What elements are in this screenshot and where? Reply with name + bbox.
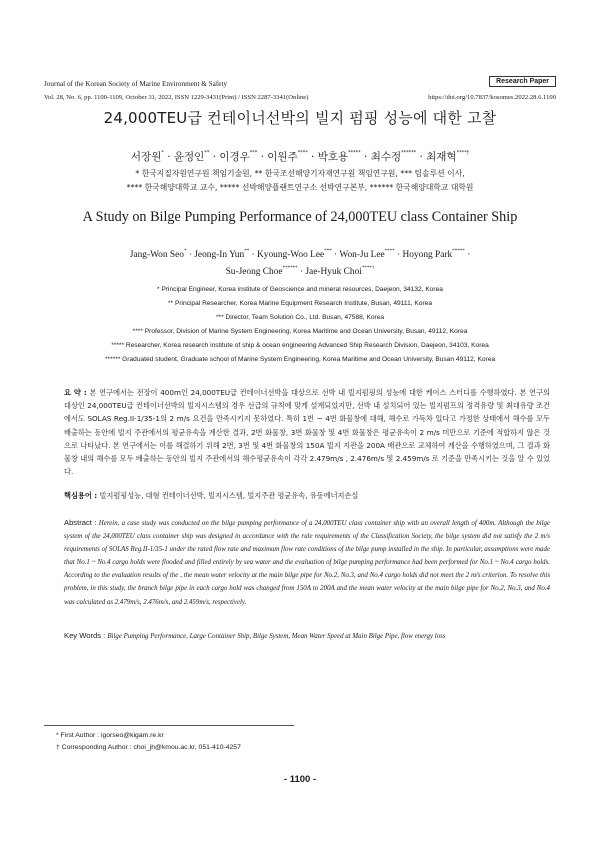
journal-name: Journal of the Korean Society of Marine Environment & Safety [44, 80, 228, 88]
first-author-footnote: * First Author : igorseo@kigam.re.kr [56, 732, 164, 739]
english-keywords-label: Key Words : [64, 631, 106, 640]
english-abstract-label: Abstract : [64, 518, 97, 527]
korean-authors: 서장원* · 윤정인** · 이경우*** · 이원주**** · 박호용***** · 최수정****** · 최재혁****† [130, 150, 470, 163]
english-affiliation: ***** Researcher, Korea research institute of ship & ocean engineering Advanced Ship Research Division, Daejeon, 34103, Korea [111, 342, 489, 349]
korean-keywords-text: 빌지펌핑성능, 대형 컨테이너선박, 빌지시스템, 빌지주관 평균유속, 유동에너지손실 [99, 491, 359, 500]
english-affiliation: **** Professor, Division of Marine System Engineering, Korea Maritime and Ocean University, Busan, 49112, Korea [132, 328, 468, 335]
author: Kyoung-Woo Lee*** [257, 249, 332, 260]
korean-abstract-label: 요 약 : [64, 388, 87, 397]
author: 이원주**** [267, 150, 308, 163]
korean-affiliation: * 한국지질자원연구원 책임기술원, ** 한국조선해양기자재연구원 책임연구원, *** 팀솔루션 이사, [135, 169, 465, 178]
korean-abstract [64, 386, 550, 478]
volume-info: Vol. 28, No. 6, pp. 1100-1109, October 31, 2022, ISSN 1229-3431(Print) / ISSN 2287-3341(Online) [44, 94, 309, 101]
doi-link[interactable]: https://doi.org/10.7837/kosomes.2022.28.6.1100 [428, 94, 556, 101]
korean-abstract-text: 본 연구에서는 전장이 400m인 24,000TEU급 컨테이너선박을 대상으로 선박 내 빌지펌핑의 성능에 대한 케이스 스터디를 수행하였다. 본 연구의 대상인 24,000TEU급 컨테이너선박의 빌지시스템의 경우 선급의 규칙에 맞게 설계되었지만, 선박 내 설치되어 있는 빌지펌프의 정격유량 및 최대유량 조건에서도 SOLAS Reg.II-1/35-1의 2 m/s 요건을 만족시키지 못하였다. 특히 1번 ~ 4번 화물창에 대해, 해수로 가득차 있다고 가정한 상태에서 해수를 모두 배출하는 동안에 빌지 주관에서의 평균유속을 계산한 결과, 2번 화물창, 3번 화물창 및 4번 화물창은 평균유속이 2 m/s 미만으로 기준에 적합하지 않은 것으로 나타났다. 본 연구에서는 이를 해결하기 위해 2번, 3번 및 4번 화물창의 150A 빌지 지관을 200A 배관으로 교체하여 계산을 수행하였으며, 그 결과 화물창 내의 해수를 모두 배출하는 동안의 빌지 주관에서의 해수평균유속이 각각 2.479m/s , 2.476m/s 및 2.459m/s 로 기준을 만족시키는 것을 알 수 있었다. [64, 388, 551, 477]
author: Su-Jeong Choe****** [225, 266, 298, 277]
corresponding-author-footnote: † Corresponding Author : choi_jh@kmou.ac.kr, 051-410-4257 [56, 744, 241, 751]
footnote-divider [44, 725, 294, 726]
english-affiliation: ** Principal Researcher, Korea Marine Equipment Research Institute, Busan, 49111, Korea [167, 300, 433, 307]
page-number: - 1100 - [283, 774, 317, 785]
author: Jeong-In Yun** [194, 249, 250, 260]
korean-title: 24,000TEU급 컨테이너선박의 빌지 펌핑 성능에 대한 고찰 [103, 109, 497, 127]
english-affiliation: ****** Graduated student, Graduate school of Marine System Engineering, Korea Maritime and Ocean University, Busan 49112, Korea [104, 356, 496, 363]
author: 서장원* [130, 150, 164, 163]
volume-line [44, 94, 556, 101]
english-authors-line2: Su-Jeong Choe****** · Jae-Hyuk Choi****† [225, 266, 375, 277]
paper-type-badge: Research Paper [489, 76, 556, 87]
author: 최수정****** [370, 150, 417, 163]
author: Jae-Hyuk Choi****† [305, 266, 375, 277]
english-abstract-text: Herein, a case study was conducted on the bilge pumping performance of a 24,000TEU class container ship with an overall length of 400m. Although the bilge system of the 24,000TEU class container ship was designed in accordance with the rule requirements of the Classification Society, the bilge system did not satisfy the 2 m/s requirements of SOLAS Reg.II-1/35-1 under the rated flow rate and maximum flow rate conditions of the bilge pump installed in the ship. In particular, assumptions were made that No.1 ~ No.4 cargo holds were flooded and filled entirely by sea water and the evaluation of bilge pumping performance had been performed for No.1 ~ No.4 cargo holds. According to the evaluation results of the , the mean water velocity at the main bilge pipe for No.2, No.3, and No.4 cargo holds did not meet the 2 m/s criterion. To resolve this problem, in this study, the branch bilge pipe in each cargo hold was changed from 150A to 200A and the mean water velocity at the main bilge pipe for No.2, No.3, and No.4 was calculated as 2.479m/s, 2.476m/s, and 2.459m/s, respectively. [64, 520, 550, 606]
english-authors: Jang-Won Seo* · Jeong-In Yun** · Kyoung-Woo Lee*** · Won-Ju Lee**** · Hoyong Park***** · [129, 249, 471, 260]
english-affiliation: * Principal Engineer, Korea institute of Geoscience and mineral resources, Daejeon, 34132, Korea [157, 286, 443, 293]
author: Hoyong Park***** [402, 249, 465, 260]
english-abstract [64, 516, 550, 609]
author: 박호용***** [317, 150, 361, 163]
korean-affiliation: **** 한국해양대학교 교수, ***** 선박해양플랜트연구소 선박연구본부, ****** 한국해양대학교 대학원 [126, 183, 474, 192]
author: 윤정인** [173, 150, 210, 163]
english-affiliation: *** Director, Team Solution Co., Ltd. Busan, 47588, Korea [215, 314, 385, 321]
author: 이경우*** [219, 150, 258, 163]
author: Jang-Won Seo* [129, 249, 187, 260]
english-keywords [64, 631, 550, 640]
korean-keywords [64, 491, 550, 501]
author: 최재혁****† [426, 150, 470, 163]
english-keywords-text: Bilge Pumping Performance, Large Container Ship, Bilge System, Mean Water Speed at Main Bilge Pipe, flow energy loss [107, 633, 446, 640]
korean-keywords-label: 핵심용어 : [64, 491, 98, 500]
author: Won-Ju Lee**** [339, 249, 395, 260]
english-title: A Study on Bilge Pumping Performance of 24,000TEU class Container Ship [82, 209, 518, 225]
